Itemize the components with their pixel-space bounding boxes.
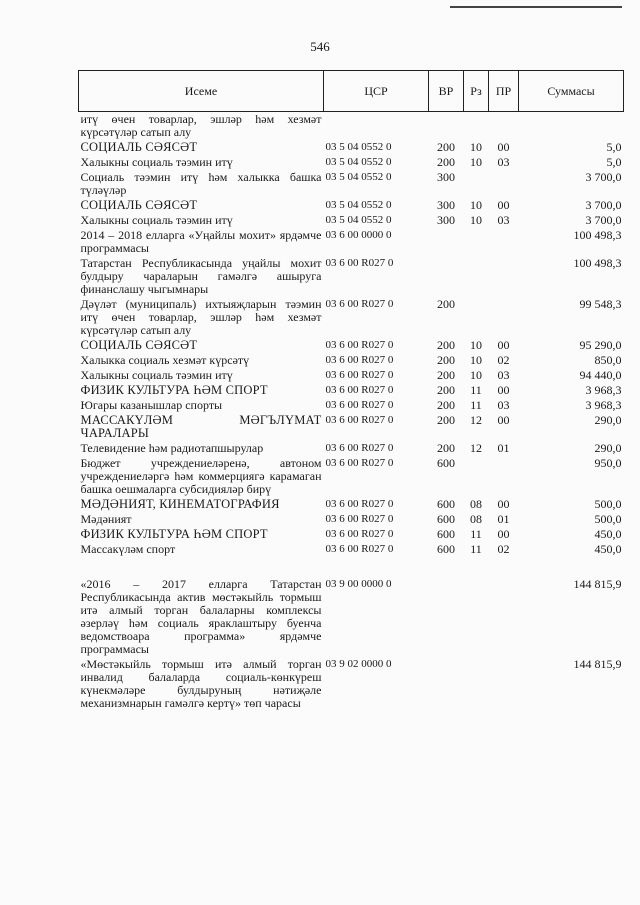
cell-csr: 03 6 00 R027 0	[325, 399, 394, 411]
cell-rz	[464, 577, 489, 657]
cell-sum: 3 700,0	[585, 170, 622, 184]
cell-csr: 03 6 00 R027 0	[325, 543, 394, 555]
cell-pr: 03	[497, 155, 510, 169]
table-row	[79, 577, 624, 657]
cell-vr	[429, 256, 464, 297]
cell-name: Халыкны социаль тәэмин итү	[80, 368, 233, 382]
budget-table	[78, 70, 624, 711]
cell-csr: 03 5 04 0552 0	[325, 199, 392, 211]
table-row	[79, 170, 624, 198]
cell-vr	[429, 577, 464, 657]
cell-pr: 01	[497, 512, 510, 526]
table-row	[79, 413, 624, 441]
cell-csr: 03 9 00 0000 0	[325, 578, 392, 590]
cell-name: Мәдәният	[80, 512, 132, 526]
cell-csr: 03 6 00 0000 0	[325, 229, 392, 241]
cell-name: Халыкка социаль хезмәт күрсәтү	[80, 353, 250, 367]
cell-name: Дәүләт (муниципаль) ихтыяҗларын тәэмин итү өчен товарлар, эшләр һәм хезмәт күрсәтүләр сатып алу	[80, 297, 322, 337]
cell-vr: 200	[437, 353, 455, 367]
cell-rz	[464, 256, 489, 297]
cell-pr: 00	[497, 413, 510, 427]
cell-pr	[489, 657, 519, 711]
cell-pr: 00	[497, 338, 510, 352]
cell-rz: 10	[470, 140, 482, 154]
cell-csr: 03 5 04 0552 0	[325, 141, 392, 153]
table-row	[79, 353, 624, 368]
cell-name: Социаль тәэмин итү һәм халыкка башка түләүләр	[80, 170, 322, 197]
cell-rz	[464, 170, 489, 198]
cell-csr: 03 5 04 0552 0	[325, 156, 392, 168]
top-rule	[450, 6, 622, 8]
cell-csr: 03 6 00 R027 0	[325, 457, 394, 469]
cell-rz: 11	[470, 398, 482, 412]
cell-sum: 3 968,3	[585, 383, 622, 397]
header-pr: ПР	[489, 71, 519, 112]
table-row	[79, 527, 624, 542]
cell-rz	[464, 228, 489, 256]
cell-name: СОЦИАЛЬ СӘЯСӘТ	[80, 338, 198, 352]
cell-vr: 200	[437, 413, 455, 427]
table-row	[79, 456, 624, 497]
cell-name: СОЦИАЛЬ СӘЯСӘТ	[80, 140, 198, 154]
cell-sum: 144 815,9	[573, 577, 622, 591]
table-row	[79, 140, 624, 155]
cell-pr: 02	[497, 353, 510, 367]
cell-name: МАССАКҮЛӘМ МӘГЪЛҮМАТ ЧАРАЛАРЫ	[80, 413, 322, 440]
cell-vr: 200	[437, 140, 455, 154]
cell-pr: 03	[497, 213, 510, 227]
cell-vr: 200	[437, 297, 455, 311]
cell-name: Телевидение һәм радиотапшырулар	[80, 441, 264, 455]
cell-csr: 03 9 02 0000 0	[325, 658, 392, 670]
cell-sum: 3 968,3	[585, 398, 622, 412]
cell-vr: 200	[437, 441, 455, 455]
cell-csr: 03 6 00 R027 0	[325, 513, 394, 525]
table-row	[79, 338, 624, 353]
cell-sum: 290,0	[594, 413, 622, 427]
cell-pr	[489, 577, 519, 657]
table-row	[79, 368, 624, 383]
cell-name: Халыкны социаль тәэмин итү	[80, 213, 233, 227]
cell-pr	[489, 112, 519, 141]
cell-rz: 11	[470, 527, 482, 541]
cell-name: СОЦИАЛЬ СӘЯСӘТ	[80, 198, 198, 212]
cell-csr: 03 6 00 R027 0	[325, 298, 394, 310]
cell-vr	[429, 657, 464, 711]
cell-pr	[489, 256, 519, 297]
cell-rz: 08	[470, 497, 482, 511]
cell-vr: 600	[437, 542, 455, 556]
cell-pr: 00	[497, 198, 510, 212]
cell-rz: 12	[470, 441, 482, 455]
cell-sum: 950,0	[594, 456, 622, 470]
cell-sum: 500,0	[594, 512, 622, 526]
cell-rz: 08	[470, 512, 482, 526]
cell-pr: 01	[497, 441, 510, 455]
table-row	[79, 155, 624, 170]
cell-rz: 11	[470, 542, 482, 556]
cell-rz: 10	[470, 368, 482, 382]
cell-rz	[464, 557, 489, 577]
table-row	[79, 198, 624, 213]
cell-sum: 3 700,0	[585, 213, 622, 227]
cell-sum: 450,0	[594, 527, 622, 541]
cell-sum: 5,0	[606, 155, 622, 169]
cell-pr: 03	[497, 398, 510, 412]
cell-vr: 600	[437, 527, 455, 541]
cell-sum: 144 815,9	[573, 657, 622, 671]
cell-vr	[429, 557, 464, 577]
table-row	[79, 542, 624, 557]
cell-vr: 300	[437, 198, 455, 212]
cell-csr: 03 5 04 0552 0	[325, 214, 392, 226]
cell-rz: 10	[470, 338, 482, 352]
table-row	[79, 297, 624, 338]
header-sum: Суммасы	[519, 71, 624, 112]
cell-csr: 03 6 00 R027 0	[325, 384, 394, 396]
page-number: 546	[310, 39, 330, 54]
cell-name: ФИЗИК КУЛЬТУРА ҺӘМ СПОРТ	[80, 527, 268, 541]
cell-csr	[324, 557, 429, 577]
cell-csr: 03 6 00 R027 0	[325, 354, 394, 366]
cell-name: МӘДӘНИЯТ, КИНЕМАТОГРАФИЯ	[80, 497, 280, 511]
cell-pr: 00	[497, 527, 510, 541]
cell-vr: 200	[437, 398, 455, 412]
header-vr: ВР	[429, 71, 464, 112]
cell-sum: 450,0	[594, 542, 622, 556]
cell-rz: 10	[470, 198, 482, 212]
cell-name: «2016 – 2017 елларга Татарстан Республикасында актив мөстәкыйль тормыш итә алмый торган балаларны комплексы әзерләү һәм социаль яраклаштыру буенча ведомствоара программа» ярдәмче программасы	[80, 577, 322, 656]
cell-csr: 03 6 00 R027 0	[325, 257, 394, 269]
table-row	[79, 383, 624, 398]
cell-pr: 02	[497, 542, 510, 556]
cell-vr: 300	[437, 213, 455, 227]
table-row	[79, 228, 624, 256]
cell-sum: 3 700,0	[585, 198, 622, 212]
cell-name: 2014 – 2018 елларга «Уңайлы мохит» ярдәмче программасы	[80, 228, 322, 255]
cell-name: «Мөстәкыйль тормыш итә алмый торган инвалид балаларда социаль-көнкүреш күнекмәләре булдыруның нәтиҗәле механизмнарын гамәлгә кертү» төп чарасы	[80, 657, 322, 710]
cell-name: итү өчен товарлар, эшләр һәм хезмәт күрсәтүләр сатып алу	[80, 112, 322, 139]
cell-csr: 03 6 00 R027 0	[325, 528, 394, 540]
cell-name: ФИЗИК КУЛЬТУРА ҺӘМ СПОРТ	[80, 383, 268, 397]
cell-sum: 95 290,0	[579, 338, 622, 352]
cell-vr: 200	[437, 383, 455, 397]
cell-pr	[489, 297, 519, 338]
cell-csr: 03 6 00 R027 0	[325, 414, 394, 426]
table-row	[79, 441, 624, 456]
table-row	[79, 497, 624, 512]
cell-vr	[429, 112, 464, 141]
cell-sum: 94 440,0	[579, 368, 622, 382]
cell-sum: 5,0	[606, 140, 622, 154]
cell-rz	[464, 657, 489, 711]
cell-rz: 10	[470, 155, 482, 169]
cell-rz: 10	[470, 213, 482, 227]
cell-vr: 200	[437, 338, 455, 352]
cell-rz	[464, 297, 489, 338]
cell-name: Бюджет учреждениеләренә, автоном учреждениеләргә һәм коммерциягә карамаган башка оешмаларга субсидияләр бирү	[80, 456, 322, 496]
table-row	[79, 256, 624, 297]
cell-pr	[489, 228, 519, 256]
cell-pr: 00	[497, 497, 510, 511]
cell-sum: 290,0	[594, 441, 622, 455]
cell-rz	[464, 456, 489, 497]
cell-pr: 03	[497, 368, 510, 382]
cell-name: Халыкны социаль тәэмин итү	[80, 155, 233, 169]
table-body	[79, 112, 624, 712]
cell-csr: 03 5 04 0552 0	[325, 171, 392, 183]
cell-pr	[489, 170, 519, 198]
table-row	[79, 557, 624, 577]
cell-pr	[489, 456, 519, 497]
cell-vr: 200	[437, 368, 455, 382]
cell-vr: 600	[437, 456, 455, 470]
table-row	[79, 398, 624, 413]
cell-sum: 850,0	[594, 353, 622, 367]
table-row	[79, 112, 624, 141]
cell-vr	[429, 228, 464, 256]
cell-name: Массакүләм спорт	[80, 542, 176, 556]
cell-rz: 11	[470, 383, 482, 397]
header-csr: ЦСР	[324, 71, 429, 112]
table-header-row	[79, 71, 624, 112]
cell-csr: 03 6 00 R027 0	[325, 442, 394, 454]
table-row	[79, 213, 624, 228]
cell-name: Татарстан Республикасында уңайлы мохит булдыру чараларын гамәлгә ашыруга финанслашу чыгымнары	[80, 256, 322, 296]
cell-name: Югары казанышлар спорты	[80, 398, 223, 412]
cell-name	[79, 557, 324, 577]
cell-csr: 03 6 00 R027 0	[325, 339, 394, 351]
cell-sum	[519, 557, 624, 577]
table-row	[79, 512, 624, 527]
header-name: Исеме	[79, 71, 324, 112]
cell-vr: 600	[437, 497, 455, 511]
cell-vr: 300	[437, 170, 455, 184]
header-rz: Рз	[464, 71, 489, 112]
cell-vr: 600	[437, 512, 455, 526]
cell-sum	[519, 112, 624, 141]
cell-csr	[324, 112, 429, 141]
cell-pr: 00	[497, 140, 510, 154]
cell-vr: 200	[437, 155, 455, 169]
table-row	[79, 657, 624, 711]
cell-rz: 10	[470, 353, 482, 367]
cell-pr	[489, 557, 519, 577]
cell-rz	[464, 112, 489, 141]
cell-csr: 03 6 00 R027 0	[325, 498, 394, 510]
cell-sum: 500,0	[594, 497, 622, 511]
cell-sum: 99 548,3	[579, 297, 622, 311]
cell-rz: 12	[470, 413, 482, 427]
cell-pr: 00	[497, 383, 510, 397]
cell-sum: 100 498,3	[573, 228, 622, 242]
cell-sum: 100 498,3	[573, 256, 622, 270]
cell-csr: 03 6 00 R027 0	[325, 369, 394, 381]
